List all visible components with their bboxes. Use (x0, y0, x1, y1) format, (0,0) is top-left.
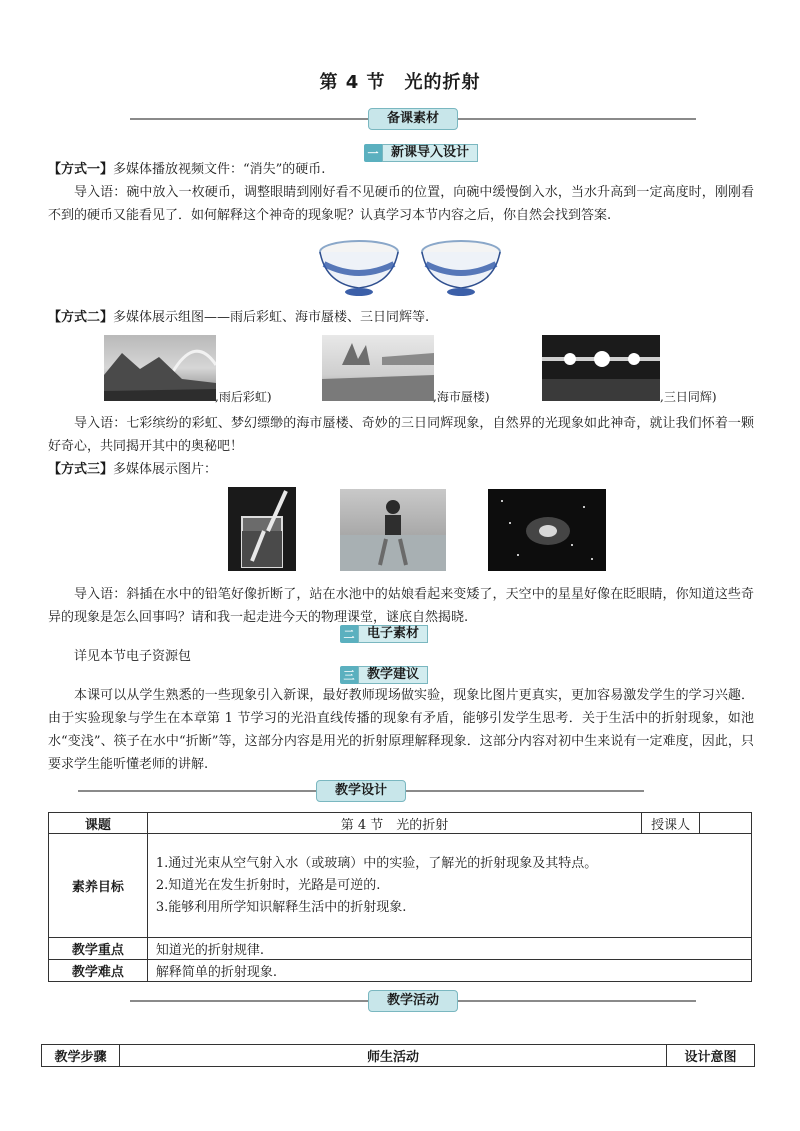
header-step: 教学步骤 (42, 1045, 120, 1067)
goal-item: 1.通过光束从空气射入水（或玻璃）中的实验，了解光的折射现象及其特点。 (155, 855, 598, 871)
goals-label: 素养目标 (49, 834, 148, 938)
bowl-coin-image (420, 238, 502, 298)
design-banner-row (78, 780, 644, 802)
section-number: 一 (364, 144, 382, 162)
teacher-value (700, 813, 752, 834)
key-label: 教学重点 (49, 938, 148, 960)
teacher-label: 授课人 (642, 813, 700, 834)
suggestion-text: 本课可以从学生熟悉的一些现象引入新课，最好教师现场做实验，现象比图片更真实，更加容易激发学生的学习兴趣．由于实验现象与学生在本章第 1 节学习的光沿直线传播的现象有矛盾，能够引发学生思考．关于生活中的折射现象，如池水“变浅”、筷子在水中“折断”等，这部分内容是用光的折射原理解释现象．这部分内容对初中生来说有一定难度，因此，只要求学生能听懂老师的讲解. (48, 688, 754, 772)
method1-line (48, 158, 754, 181)
section-number: 二 (340, 625, 358, 643)
design-table (48, 812, 752, 982)
three-suns-caption: ,三日同辉) (660, 390, 717, 404)
goal-item: 3.能够利用所学知识解释生活中的折射现象. (155, 899, 407, 915)
girl-in-pool-image (340, 489, 446, 571)
method1-intro: 导入语：碗中放入一枚硬币，调整眼睛到刚好看不见硬币的位置，向碗中缓慢倒入水，当水升高到一定高度时，刚刚看不到的硬币又能看见了．如何解释这个神奇的现象呢？认真学习本节内容之后，你自然会找到答案. (48, 185, 754, 223)
three-suns-image (542, 335, 660, 401)
goal-item: 2.知道光在发生折射时，光路是可逆的. (155, 877, 381, 893)
method1-label: 【方式一】 (48, 162, 114, 177)
bowl-empty-image (318, 238, 400, 298)
header-activity: 师生活动 (119, 1045, 666, 1067)
method2-text: 多媒体展示组图——雨后彩虹、海市蜃楼、三日同辉等. (113, 310, 430, 325)
mirage-caption: ,海市蜃楼) (433, 390, 490, 404)
difficult-label: 教学难点 (49, 960, 148, 982)
rainbow-image (104, 335, 216, 401)
mirage-image (322, 335, 434, 401)
table-row (49, 813, 752, 834)
topic-value: 第 4 节 光的折射 (147, 813, 641, 834)
electronic-text: 详见本节电子资源包 (74, 649, 192, 664)
section-label: 教学建议 (358, 666, 428, 684)
table-row (49, 834, 752, 938)
method3-label: 【方式三】 (48, 462, 114, 477)
section-tag-suggestion (340, 665, 428, 685)
prep-banner-row (130, 108, 696, 130)
topic-label: 课题 (49, 813, 148, 834)
section-tag-electronic (340, 624, 428, 644)
section-label: 电子素材 (358, 625, 428, 643)
page-title: 第 4 节 光的折射 (319, 72, 481, 93)
activity-banner: 教学活动 (368, 990, 458, 1012)
table-header-row (42, 1045, 755, 1067)
method1-text: 多媒体播放视频文件：“消失”的硬币. (113, 162, 326, 177)
activity-table (41, 1044, 755, 1067)
table-row (49, 938, 752, 960)
section-number: 三 (340, 666, 358, 684)
prep-banner: 备课素材 (368, 108, 458, 130)
method2-label: 【方式二】 (48, 310, 114, 325)
activity-banner-row (130, 990, 696, 1012)
method3-line (48, 458, 754, 481)
design-banner: 教学设计 (316, 780, 406, 802)
section-label: 新课导入设计 (382, 144, 478, 162)
rainbow-caption: ,雨后彩虹) (215, 390, 272, 404)
table-row (49, 960, 752, 982)
goals-cell (147, 834, 751, 938)
method3-text: 多媒体展示图片： (113, 462, 218, 477)
key-value: 知道光的折射规律. (147, 938, 751, 960)
method2-line (48, 306, 754, 329)
header-intent: 设计意图 (667, 1045, 755, 1067)
starry-sky-image (488, 489, 606, 571)
pencil-in-water-image (228, 487, 296, 571)
difficult-value: 解释简单的折射现象. (147, 960, 751, 982)
method2-intro: 导入语：七彩缤纷的彩虹、梦幻缥缈的海市蜃楼、奇妙的三日同辉现象，自然界的光现象如此神奇，就让我们怀着一颗好奇心，共同揭开其中的奥秘吧！ (48, 416, 754, 454)
method3-intro: 导入语：斜插在水中的铅笔好像折断了，站在水池中的姑娘看起来变矮了，天空中的星星好像在眨眼睛，你知道这些奇异的现象是怎么回事吗？请和我一起走进今天的物理课堂，谜底自然揭晓. (48, 587, 754, 625)
